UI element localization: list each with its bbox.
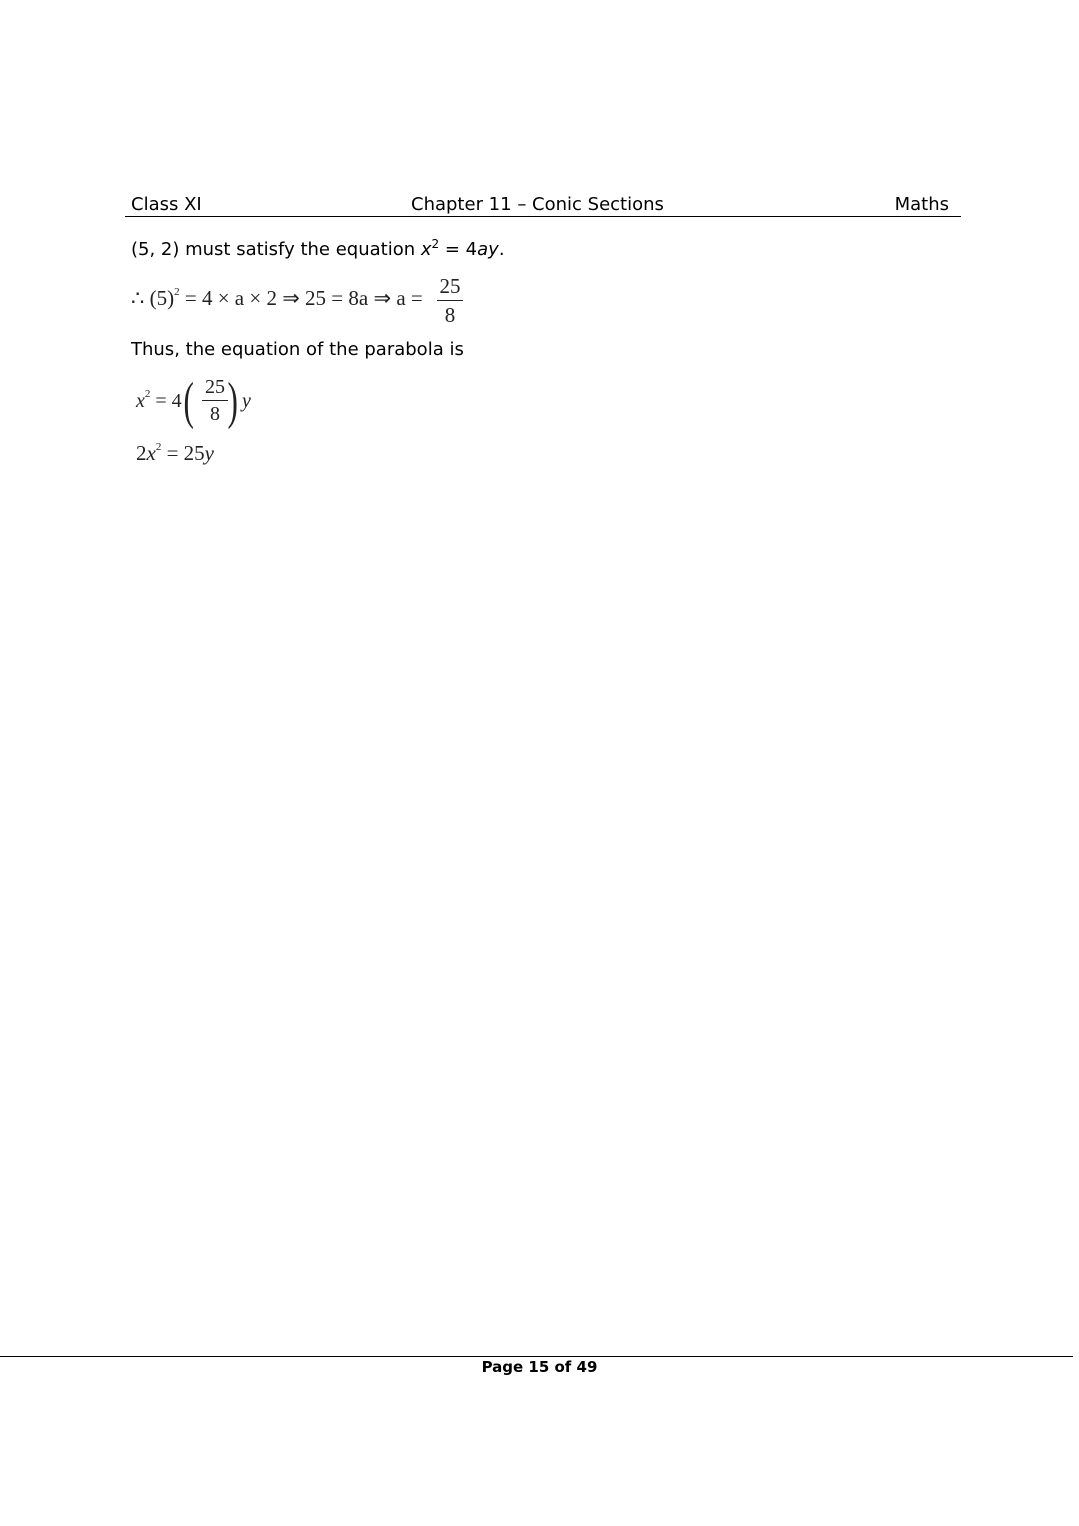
equation-parabola-final: $2x^2 = 25y$ bbox=[136, 441, 214, 465]
page-number: Page 15 of 49 bbox=[481, 1358, 598, 1376]
header-class: Class XI bbox=[131, 194, 202, 215]
text-thus-equation: Thus, the equation of the parabola is bbox=[131, 339, 464, 360]
left-paren: ( bbox=[183, 373, 194, 430]
header-subject: Maths bbox=[894, 194, 949, 215]
footer-rule bbox=[0, 1356, 1073, 1357]
header-chapter: Chapter 11 – Conic Sections bbox=[411, 194, 664, 215]
fraction-25-over-8: 25 8 bbox=[437, 274, 463, 327]
right-paren: ) bbox=[227, 373, 238, 430]
text-satisfy-equation: (5, 2) must satisfy the equation $x^2 = 4ay$. bbox=[131, 237, 505, 260]
page-header bbox=[125, 192, 961, 217]
fraction-25-over-8: 25 8 bbox=[202, 376, 228, 425]
